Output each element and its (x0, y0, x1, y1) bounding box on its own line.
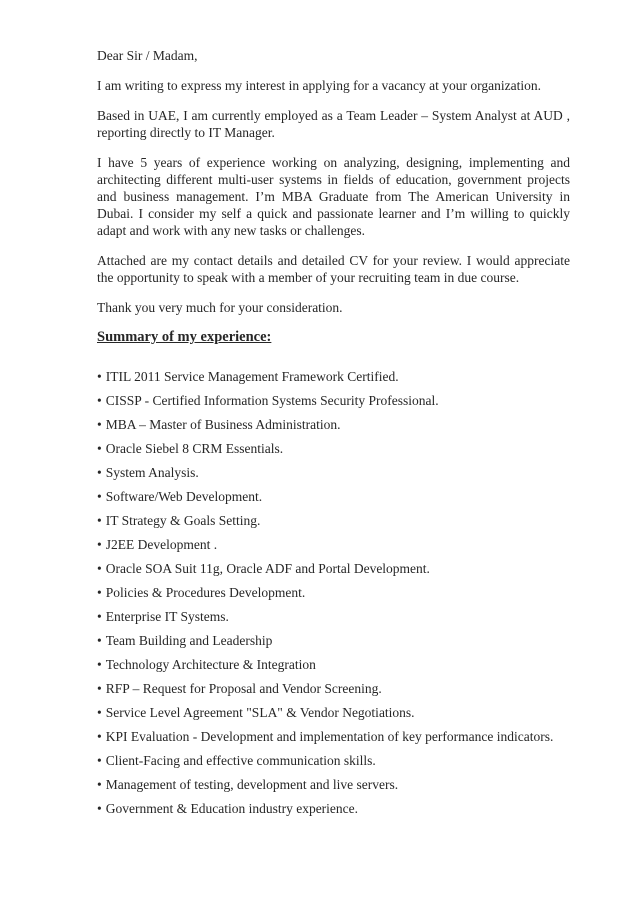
list-item-text: Team Building and Leadership (105, 633, 273, 648)
bullet-marker: • (97, 513, 102, 528)
list-item (97, 754, 570, 768)
bullet-marker: • (97, 489, 102, 504)
list-item-text: J2EE Development . (105, 537, 218, 552)
list-item-text: Software/Web Development. (105, 489, 263, 504)
list-item (97, 466, 570, 480)
bullet-marker: • (97, 609, 102, 624)
list-item (97, 586, 570, 600)
bullet-marker: • (97, 681, 102, 696)
bullet-marker: • (97, 369, 102, 384)
list-item-text: System Analysis. (105, 465, 199, 480)
list-item-text: Client-Facing and effective communication skills. (105, 753, 376, 768)
paragraph: I have 5 years of experience working on analyzing, designing, implementing and architecting different multi-user systems in fields of education, government projects and business management. I’m MBA Graduate from The American University in Dubai. I consider my self a quick and passionate learner and I’m willing to quickly adapt and work with any new tasks or challenges. (97, 155, 570, 238)
list-item-text: CISSP - Certified Information Systems Security Professional. (105, 393, 439, 408)
list-item-text: Service Level Agreement "SLA" & Vendor Negotiations. (105, 705, 415, 720)
bullet-marker: • (97, 417, 102, 432)
bullet-marker: • (97, 537, 102, 552)
bullet-marker: • (97, 561, 102, 576)
list-item (97, 658, 570, 672)
list-item-text: Government & Education industry experience. (105, 801, 359, 816)
list-item (97, 802, 570, 816)
list-item (97, 394, 570, 408)
paragraph: Thank you very much for your consideration. (97, 300, 343, 315)
bullet-marker: • (97, 777, 102, 792)
list-item-text: MBA – Master of Business Administration. (105, 417, 341, 432)
list-item-text: RFP – Request for Proposal and Vendor Screening. (105, 681, 382, 696)
list-item-text: ITIL 2011 Service Management Framework Certified. (105, 369, 399, 384)
list-item-text: Technology Architecture & Integration (105, 657, 316, 672)
bullet-marker: • (97, 729, 102, 744)
list-item-text: Oracle Siebel 8 CRM Essentials. (105, 441, 284, 456)
bullet-marker: • (97, 801, 102, 816)
list-item (97, 634, 570, 648)
list-item-text: IT Strategy & Goals Setting. (105, 513, 261, 528)
salutation: Dear Sir / Madam, (97, 48, 198, 63)
list-item-text: Policies & Procedures Development. (105, 585, 306, 600)
list-item (97, 778, 570, 792)
bullet-marker: • (97, 441, 102, 456)
bullet-marker: • (97, 657, 102, 672)
bullet-marker: • (97, 753, 102, 768)
bullet-marker: • (97, 705, 102, 720)
list-item-text: Management of testing, development and live servers. (105, 777, 399, 792)
list-item (97, 514, 570, 528)
list-item (97, 682, 570, 696)
list-item (97, 418, 570, 432)
bullet-marker: • (97, 633, 102, 648)
list-item (97, 370, 570, 384)
list-item (97, 610, 570, 624)
list-item-text: KPI Evaluation - Development and implementation of key performance indicators. (105, 729, 554, 744)
list-item-text: Enterprise IT Systems. (105, 609, 229, 624)
list-item (97, 490, 570, 504)
paragraph: Based in UAE, I am currently employed as a Team Leader – System Analyst at AUD , reporting directly to IT Manager. (97, 108, 570, 140)
bullet-marker: • (97, 465, 102, 480)
bullet-marker: • (97, 585, 102, 600)
paragraph: Attached are my contact details and detailed CV for your review. I would appreciate the opportunity to speak with a member of your recruiting team in due course. (97, 253, 570, 285)
summary-heading: Summary of my experience: (97, 329, 272, 345)
paragraph: I am writing to express my interest in applying for a vacancy at your organization. (97, 78, 541, 93)
list-item (97, 538, 570, 552)
list-item (97, 442, 570, 456)
list-item-text: Oracle SOA Suit 11g, Oracle ADF and Portal Development. (105, 561, 430, 576)
bullet-marker: • (97, 393, 102, 408)
list-item (97, 706, 570, 720)
experience-list (97, 370, 570, 816)
list-item (97, 562, 570, 576)
list-item (97, 730, 570, 744)
